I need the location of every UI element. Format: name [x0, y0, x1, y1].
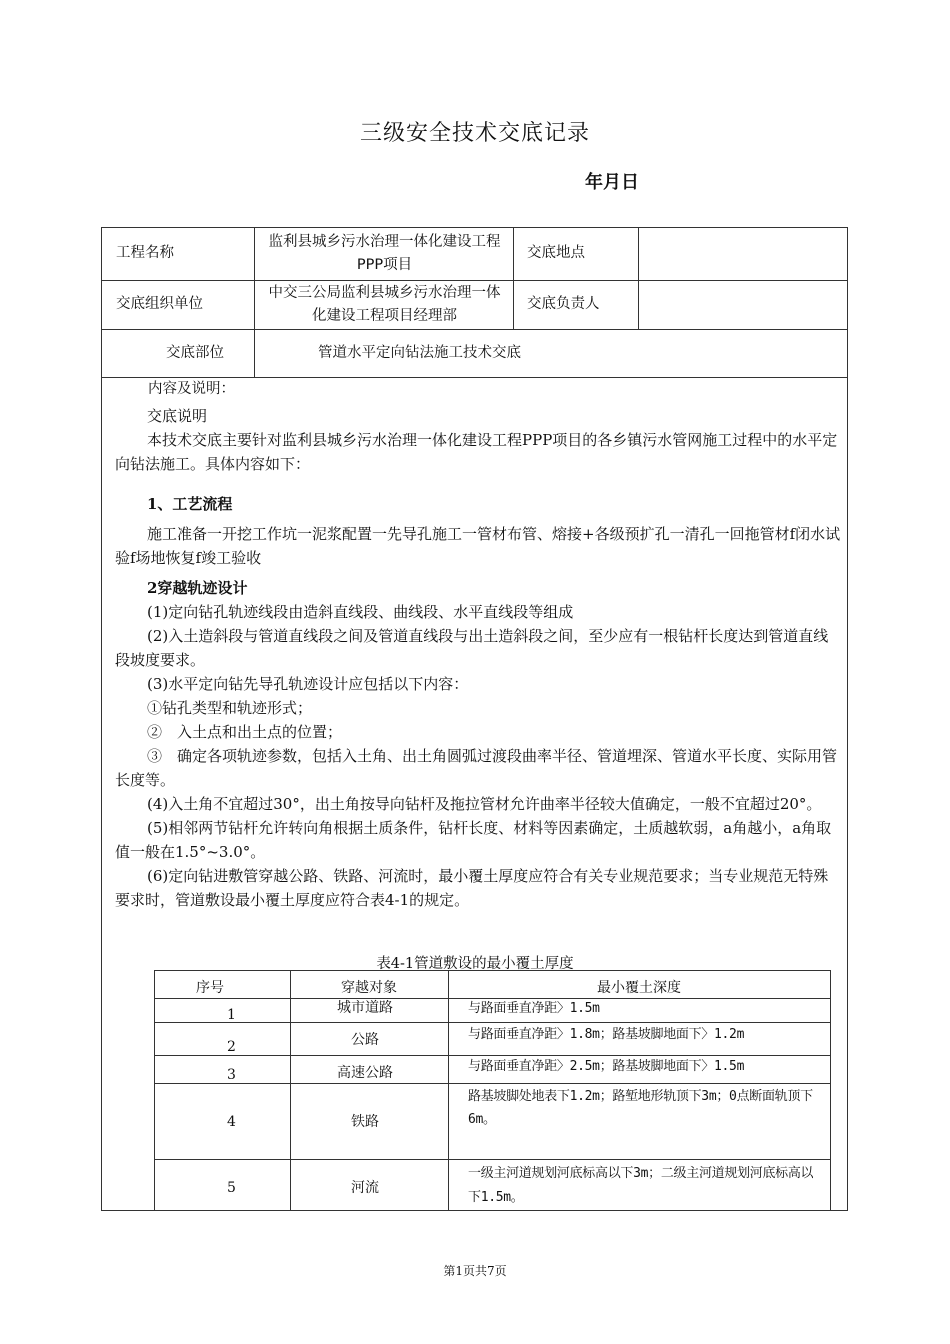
table-header-no: 序号	[196, 980, 224, 996]
location-label: 交底地点	[527, 245, 585, 261]
page-number: 第1页共7页	[443, 1264, 507, 1278]
page-title: 三级安全技术交底记录	[359, 121, 590, 146]
section-1-text: 施工准备一开挖工作坑一泥浆配置一先导孔施工一管材布管、熔接+各级预扩孔一清孔一回拖管材f闭水试验f场地恢复f竣工验收	[115, 525, 841, 567]
table-header-object: 穿越对象	[341, 980, 397, 996]
table-line	[154, 1159, 830, 1160]
org-unit-value: 中交三公局监利县城乡污水治理一体化建设工程项目经理部	[268, 285, 501, 324]
grid-line	[254, 227, 255, 377]
table-cell-depth: 与路面垂直净距〉1.5m	[468, 1001, 600, 1016]
table-line	[448, 970, 449, 1210]
part-label: 交底部位	[166, 344, 224, 361]
table-cell-object: 高速公路	[337, 1065, 393, 1081]
table-line	[154, 970, 830, 971]
section-2-title: 2穿越轨迹设计	[147, 579, 248, 597]
table-cell-no: 5	[227, 1180, 236, 1196]
table-cell-no: 4	[227, 1114, 236, 1130]
item-2: ② 入土点和出土点的位置；	[147, 723, 343, 741]
section-1-title: 1、工艺流程	[147, 495, 233, 513]
table-cell-no: 3	[227, 1067, 236, 1083]
table-caption: 表4-1管道敷设的最小覆土厚度	[376, 956, 574, 972]
intro-paragraph: 本技术交底主要针对监利县城乡污水治理一体化建设工程PPP项目的各乡镇污水管网施工过程中的水平定向钻法施工。具体内容如下：	[115, 431, 838, 473]
paragraph-4: (4)入土角不宜超过30°，出土角按导向钻杆及拖拉管材允许曲率半径较大值确定，一般不宜超过20°。	[147, 795, 822, 813]
table-cell-object: 河流	[351, 1180, 379, 1196]
grid-line	[513, 227, 514, 330]
table-cell-object: 城市道路	[337, 1000, 393, 1016]
table-cell-object: 公路	[351, 1032, 379, 1048]
table-cell-no: 1	[227, 1007, 236, 1023]
table-cell-no: 2	[227, 1039, 236, 1055]
responsible-label: 交底负责人	[527, 296, 600, 312]
table-cell-depth: 与路面垂直净距〉2.5m；路基坡脚地面下〉1.5m	[468, 1059, 745, 1074]
grid-line	[638, 227, 639, 330]
table-cell-depth: 路基坡脚处地表下1.2m；路堑地形轨顶下3m；0点断面轨顶下6m。	[468, 1089, 813, 1127]
table-cell-depth: 一级主河道规划河底标高以下3m；二级主河道规划河底标高以下1.5m。	[468, 1166, 814, 1205]
item-1: ①钻孔类型和轨迹形式；	[147, 699, 313, 717]
content-body	[115, 404, 843, 912]
project-name-label: 工程名称	[116, 245, 174, 261]
table-cell-depth: 与路面垂直净距〉1.8m；路基坡脚地面下〉1.2m	[468, 1027, 745, 1042]
table-cell-object: 铁路	[351, 1114, 379, 1130]
paragraph-3: (3)水平定向钻先导孔轨迹设计应包括以下内容：	[147, 675, 469, 693]
paragraph-2: (2)入土造斜段与管道直线段之间及管道直线段与出土造斜段之间，至少应有一根钻杆长度达到管道直线段坡度要求。	[115, 627, 829, 669]
date-line: 年月日	[585, 172, 639, 193]
item-3: ③ 确定各项轨迹参数，包括入土角、出土角圆弧过渡段曲率半径、管道埋深、管道水平长度、实际用管长度等。	[115, 747, 838, 789]
table-header-depth: 最小覆土深度	[597, 980, 681, 996]
paragraph-5: (5)相邻两节钻杆允许转向角根据土质条件，钻杆长度、材料等因素确定，土质越软弱，a角越小，a角取值一般在1.5°~3.0°。	[115, 819, 832, 861]
org-unit-label: 交底组织单位	[116, 296, 203, 312]
project-name-value: 监利县城乡污水治理一体化建设工程PPP项目	[268, 234, 501, 273]
content-heading: 内容及说明：	[148, 381, 235, 397]
intro-title: 交底说明	[147, 407, 208, 425]
paragraph-6: (6)定向钻进敷管穿越公路、铁路、河流时，最小覆土厚度应符合有关专业规范要求；当专业规范无特殊要求时，管道敷设最小覆土厚度应符合表4-1的规定。	[115, 867, 829, 909]
paragraph-1: (1)定向钻孔轨迹线段由造斜直线段、曲线段、水平直线段等组成	[147, 603, 574, 621]
grid-line	[101, 280, 848, 281]
table-line	[830, 970, 831, 1210]
part-value: 管道水平定向钻法施工技术交底	[318, 344, 521, 361]
